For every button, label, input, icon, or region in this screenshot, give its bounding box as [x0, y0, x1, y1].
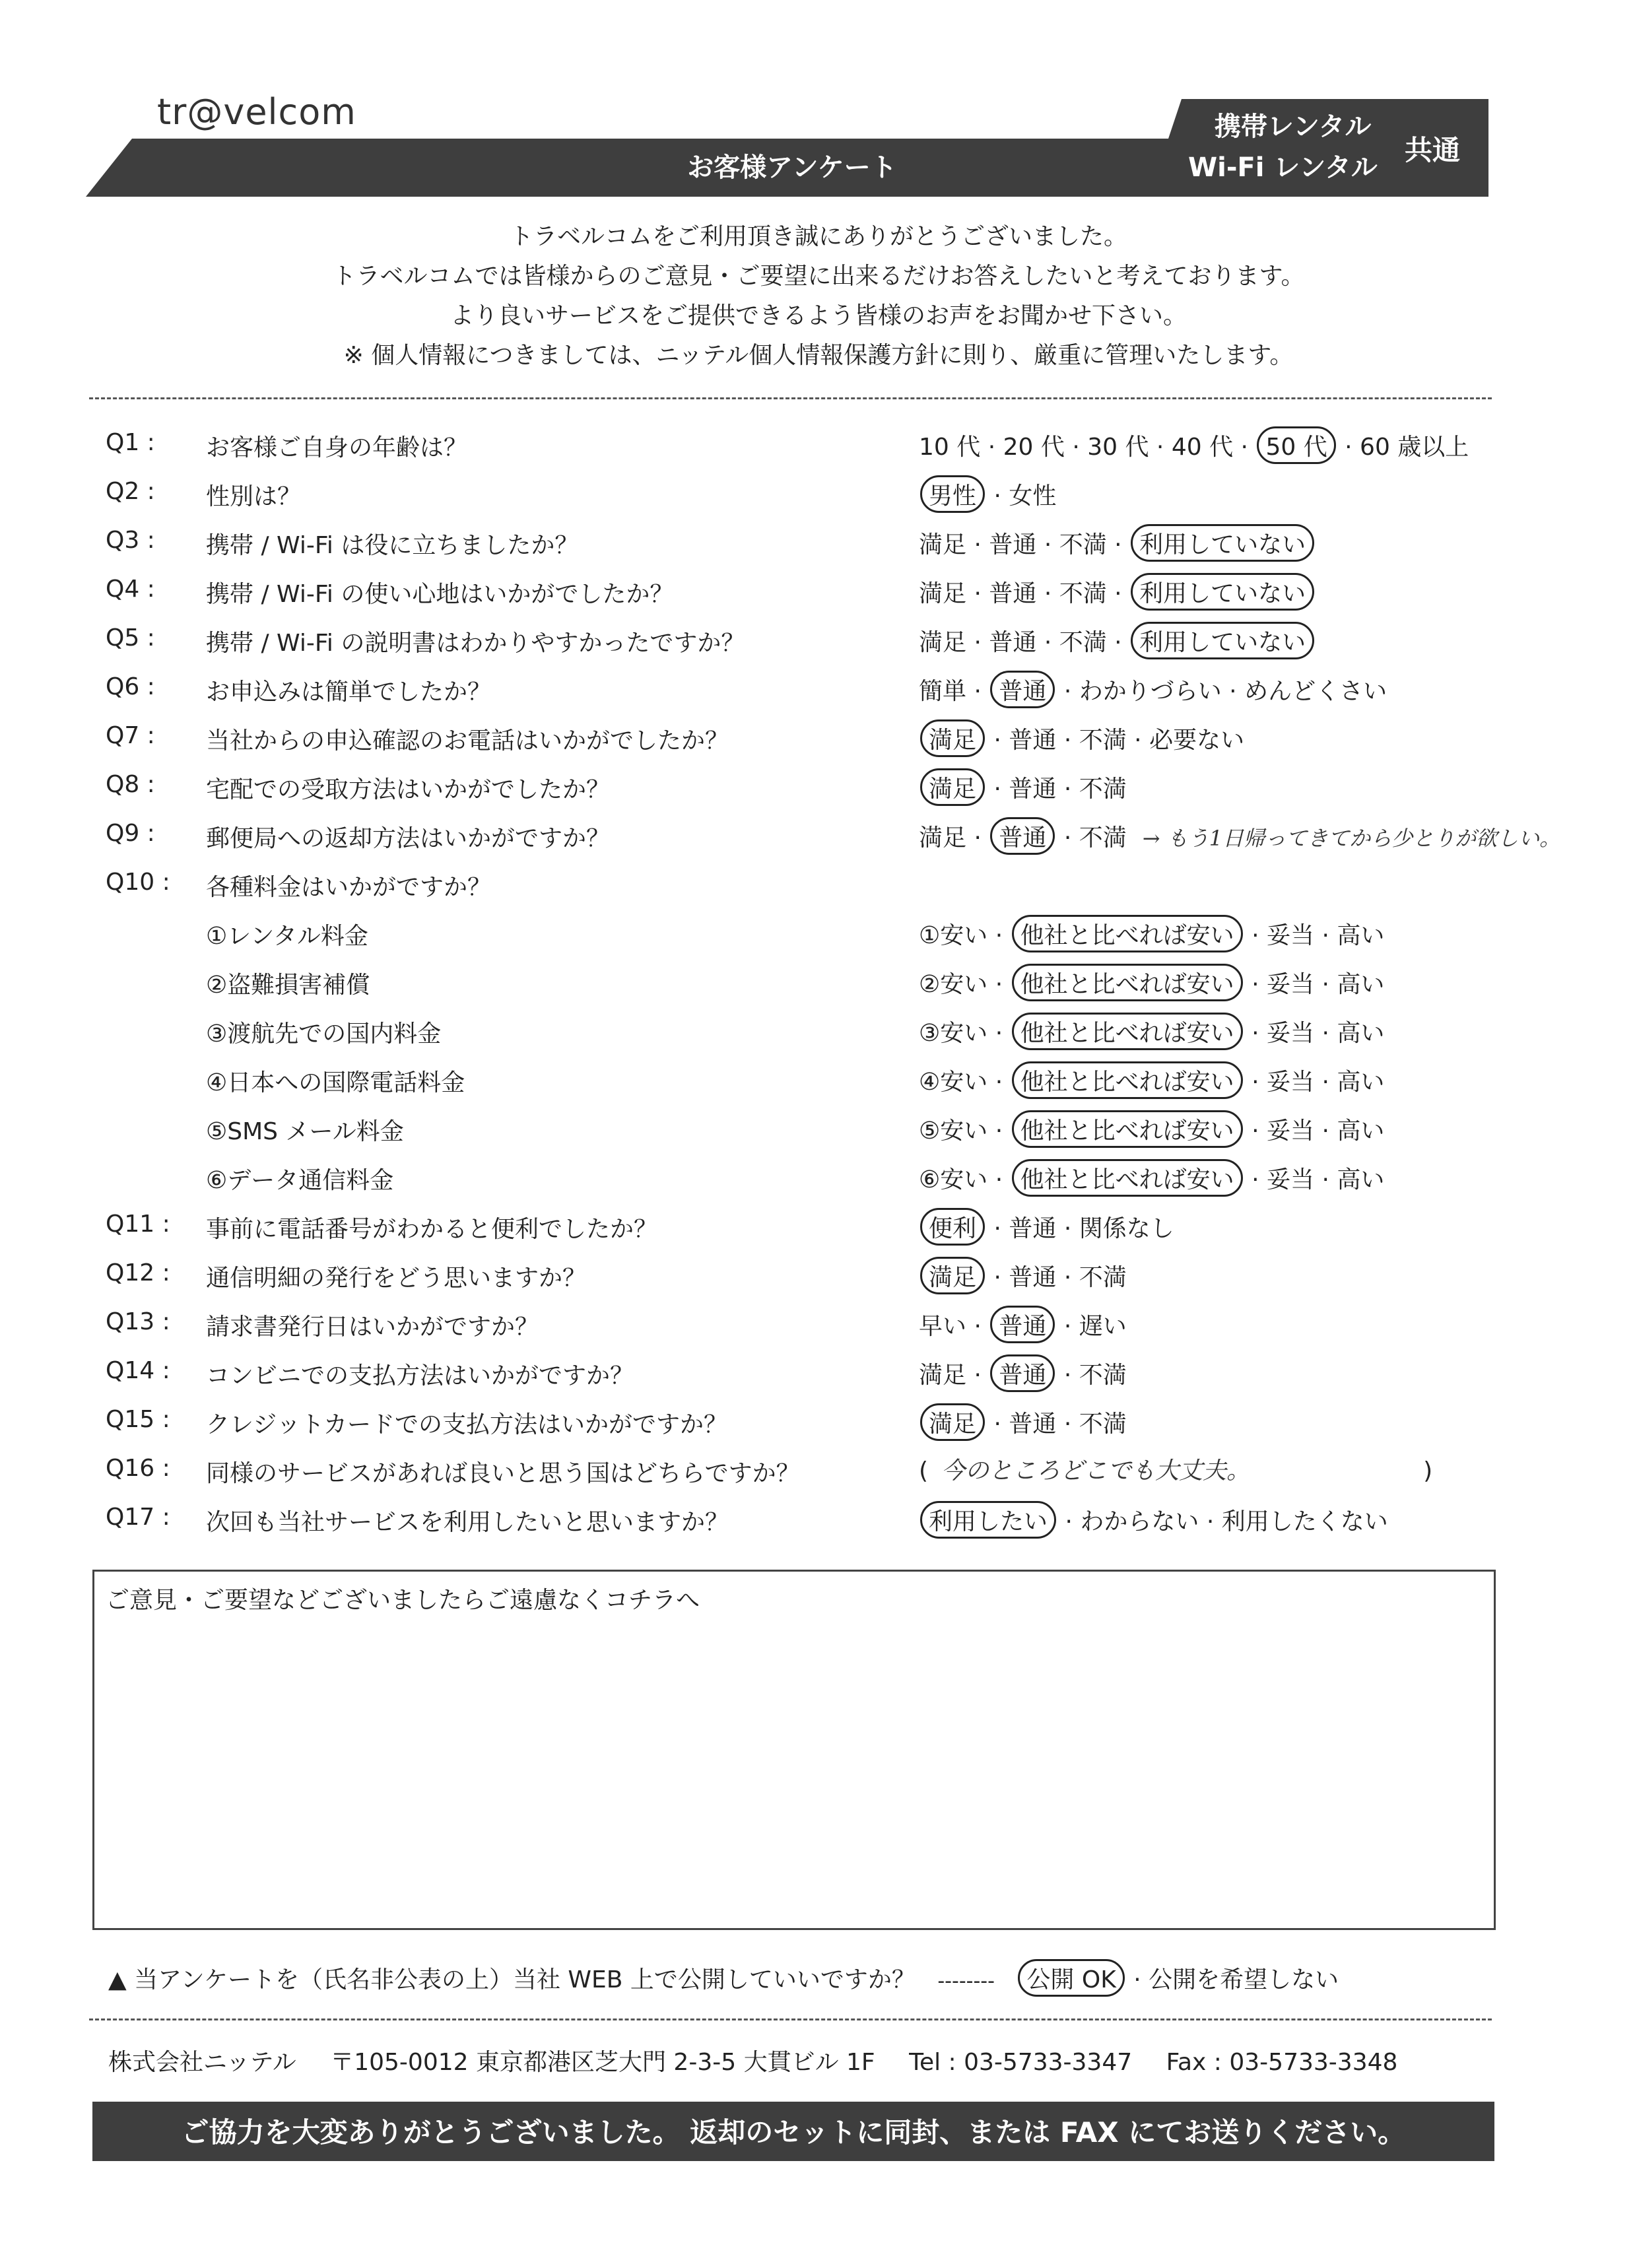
separator: · — [1221, 678, 1245, 705]
separator: · — [1106, 629, 1130, 656]
intro-line-1: トラベルコムをご利用頂き誠にありがとうございました。 — [509, 223, 1127, 250]
fee-label: ③渡航先での国内料金 — [206, 1020, 442, 1048]
answer-options — [919, 671, 1387, 708]
intro-line-3: より良いサービスをご提供できるよう皆様のお声をお聞かせ下さい。 — [450, 302, 1187, 329]
answer-option[interactable]: 便利 — [920, 1208, 985, 1246]
answer-options — [919, 964, 1384, 1001]
answer-option[interactable]: 普通 — [989, 531, 1037, 558]
answer-option[interactable]: 満足 — [919, 824, 967, 851]
publish-decline-option[interactable]: 公開を希望しない — [1149, 1966, 1339, 1993]
answer-option[interactable]: 妥当 — [1266, 922, 1314, 949]
answer-option[interactable]: 普通 — [1009, 727, 1057, 754]
answer-option[interactable]: ⑤安い — [919, 1117, 988, 1145]
answer-options — [919, 915, 1384, 952]
answer-options — [919, 1159, 1384, 1197]
answer-option[interactable]: 普通 — [989, 580, 1037, 607]
answer-option[interactable]: 50 代 — [1257, 426, 1335, 464]
answer-options — [919, 1306, 1127, 1343]
publish-question-text: ▲ 当アンケートを（氏名非公表の上）当社 WEB 上で公開していいですか？ — [108, 1966, 916, 1993]
separator: · — [1244, 1166, 1267, 1193]
separator: · — [1244, 1069, 1267, 1096]
separator: · — [966, 531, 989, 558]
question-number: Q8 : — [106, 771, 155, 798]
separator: · — [1244, 1020, 1267, 1047]
question-text: 携帯 / Wi-Fi は役に立ちましたか？ — [206, 532, 579, 559]
answer-option[interactable]: 妥当 — [1266, 1020, 1314, 1047]
question-number: Q6 : — [106, 673, 155, 700]
intro-line-2: トラベルコムでは皆様からのご意見・ご要望に出来るだけお答えしたいと考えております。 — [332, 263, 1305, 290]
answer-option[interactable]: 20 代 — [1003, 434, 1065, 461]
answer-option[interactable]: 他社と比べれば安い — [1012, 1013, 1243, 1050]
separator: · — [1036, 580, 1059, 607]
separator: · — [986, 1411, 1009, 1438]
separator: · — [987, 971, 1011, 998]
separator: · — [1056, 1264, 1079, 1291]
fee-label: ④日本への国際電話料金 — [206, 1069, 465, 1096]
answer-option[interactable]: 利用したくない — [1221, 1508, 1388, 1535]
answer-option[interactable]: ①安い — [919, 922, 988, 949]
separator: · — [1056, 678, 1079, 705]
comment-box[interactable] — [92, 1570, 1496, 1930]
tel-number: Tel : 03-5733-3347 — [909, 2049, 1133, 2076]
answer-option[interactable]: 不満 — [1079, 824, 1127, 851]
separator: · — [980, 434, 1003, 461]
answer-options — [919, 719, 1244, 757]
question-number: Q16 : — [106, 1455, 170, 1482]
question-number: Q5 : — [106, 624, 155, 651]
question-number: Q9 : — [106, 820, 155, 847]
separator: · — [1233, 434, 1256, 461]
answer-option[interactable]: ②安い — [919, 971, 988, 998]
question-text: 請求書発行日はいかがですか？ — [206, 1314, 539, 1341]
survey-title: お客様アンケート — [687, 152, 897, 183]
separator: · — [1036, 531, 1059, 558]
question-text: 性別は？ — [206, 483, 302, 510]
answer-option[interactable]: 満足 — [919, 629, 967, 656]
answer-option[interactable]: 60 歳以上 — [1360, 434, 1469, 461]
question-text: お申込みは簡単でしたか？ — [206, 679, 492, 706]
company-logo: tr@velcom — [157, 91, 356, 133]
answer-option[interactable]: 満足 — [920, 1403, 985, 1441]
answer-option[interactable]: 利用していない — [1131, 573, 1314, 611]
separator: · — [966, 678, 989, 705]
answer-option[interactable]: 不満 — [1059, 580, 1107, 607]
company-name: 株式会社ニッテル — [108, 2049, 296, 2076]
question-text: 同様のサービスがあれば良いと思う国はどちらですか？ — [206, 1460, 800, 1487]
paren-open: ( — [919, 1457, 929, 1484]
publish-ok-option[interactable]: 公開 OK — [1018, 1959, 1124, 1997]
answer-option[interactable]: 妥当 — [1266, 1117, 1314, 1145]
answer-option[interactable]: 他社と比べれば安い — [1012, 964, 1243, 1001]
question-text: 携帯 / Wi-Fi の使い心地はいかがでしたか？ — [206, 581, 674, 608]
answer-option[interactable]: 満足 — [919, 1362, 967, 1389]
separator: · — [1056, 1313, 1079, 1340]
fee-label: ②盗難損害補償 — [206, 972, 370, 999]
separator: · — [1244, 922, 1267, 949]
question-number: Q11 : — [106, 1211, 170, 1238]
answer-option[interactable]: 普通 — [1009, 1411, 1057, 1438]
question-text: コンビニでの支払方法はいかがですか？ — [206, 1362, 634, 1389]
answer-option[interactable]: 普通 — [1009, 1264, 1057, 1291]
answer-option[interactable]: ④安い — [919, 1069, 988, 1096]
paren-close: ) — [1423, 1457, 1433, 1484]
separator: · — [1314, 1117, 1337, 1145]
separator: · — [966, 824, 989, 851]
question-number: Q14 : — [106, 1357, 170, 1384]
answer-option[interactable]: めんどくさい — [1244, 678, 1387, 705]
answer-option[interactable]: 不満 — [1079, 1362, 1127, 1389]
answer-option[interactable]: 妥当 — [1266, 1166, 1314, 1193]
answer-option[interactable]: 他社と比べれば安い — [1012, 1110, 1243, 1148]
handwritten-answer[interactable]: 今のところどこでも大丈夫。 — [941, 1457, 1239, 1484]
answer-option[interactable]: 普通 — [990, 1306, 1055, 1343]
separator: · — [1106, 580, 1130, 607]
separator: · — [966, 580, 989, 607]
divider-footer — [89, 2018, 1492, 2020]
separator: · — [1056, 1411, 1079, 1438]
answer-option[interactable]: 簡単 — [919, 678, 967, 705]
separator: · — [1056, 824, 1079, 851]
answer-option[interactable]: 他社と比べれば安い — [1012, 1061, 1243, 1099]
question-number: Q15 : — [106, 1406, 170, 1433]
rental-mobile-label: 携帯レンタル — [1215, 112, 1372, 142]
separator: · — [986, 1264, 1009, 1291]
answer-options — [919, 1403, 1127, 1441]
separator: · — [1149, 434, 1172, 461]
question-text: クレジットカードでの支払方法はいかがですか？ — [206, 1411, 728, 1438]
answer-options — [919, 1110, 1384, 1148]
question-number: Q2 : — [106, 478, 155, 505]
answer-option[interactable]: 30 代 — [1087, 434, 1149, 461]
separator: · — [987, 1117, 1011, 1145]
question-number: Q3 : — [106, 527, 155, 554]
question-text: 宅配での受取方法はいかがでしたか？ — [206, 776, 611, 803]
answer-options — [919, 817, 1560, 855]
answer-option[interactable]: 必要ない — [1149, 727, 1245, 754]
answer-options — [919, 622, 1316, 659]
publish-question — [108, 1959, 1339, 1997]
footer-address — [108, 2044, 1397, 2077]
question-number: Q17 : — [106, 1504, 170, 1531]
separator: · — [1337, 434, 1360, 461]
answer-option[interactable]: 不満 — [1079, 727, 1127, 754]
separator: · — [966, 1313, 989, 1340]
separator: · — [1064, 434, 1088, 461]
question-text: 次回も当社サービスを利用したいと思いますか？ — [206, 1509, 729, 1536]
answer-option[interactable]: 不満 — [1079, 1264, 1127, 1291]
answer-option[interactable]: 他社と比べれば安い — [1012, 915, 1243, 952]
answer-option[interactable]: 高い — [1337, 1020, 1385, 1047]
answer-options — [919, 573, 1316, 611]
answer-option[interactable]: 満足 — [920, 768, 985, 806]
fax-number: Fax : 03-5733-3348 — [1166, 2049, 1398, 2076]
common-label: 共通 — [1405, 134, 1461, 166]
separator: · — [1314, 971, 1337, 998]
separator: · — [1244, 971, 1267, 998]
question-number: Q12 : — [106, 1259, 170, 1286]
answer-options — [919, 1354, 1127, 1392]
answer-options — [919, 768, 1127, 806]
answer-option[interactable]: 高い — [1337, 1069, 1385, 1096]
answer-option[interactable]: 男性 — [920, 475, 985, 513]
separator: · — [1133, 1966, 1141, 1993]
answer-options — [919, 426, 1469, 464]
answer-option[interactable]: 利用していない — [1131, 524, 1314, 562]
separator: · — [1106, 531, 1130, 558]
answer-option[interactable]: 不満 — [1079, 776, 1127, 803]
separator: · — [1056, 727, 1079, 754]
comment-label: ご意見・ご要望などございましたらご遠慮なくコチラへ — [106, 1587, 700, 1614]
answer-options — [919, 1257, 1127, 1294]
separator: · — [1314, 1020, 1337, 1047]
answer-option[interactable]: 不満 — [1059, 531, 1107, 558]
answer-option[interactable]: 普通 — [1009, 776, 1057, 803]
separator: · — [966, 629, 989, 656]
answer-option[interactable]: 妥当 — [1266, 1069, 1314, 1096]
separator: · — [986, 1215, 1009, 1242]
fee-label: ⑤SMS メール料金 — [206, 1118, 404, 1145]
answer-option[interactable]: 関係なし — [1079, 1215, 1174, 1242]
answer-option[interactable]: わかりづらい — [1079, 678, 1222, 705]
answer-option[interactable]: 高い — [1337, 1117, 1385, 1145]
question-number: Q1 : — [106, 429, 155, 456]
separator: · — [987, 1166, 1011, 1193]
question-number: Q4 : — [106, 576, 155, 603]
answer-option[interactable]: 妥当 — [1266, 971, 1314, 998]
question-text: 当社からの申込確認のお電話はいかがでしたか？ — [206, 727, 729, 754]
rental-wifi-label: Wi-Fi レンタル — [1188, 152, 1378, 183]
answer-option[interactable]: 高い — [1337, 922, 1385, 949]
separator: · — [1056, 776, 1079, 803]
answer-options — [919, 1452, 1432, 1486]
answer-option[interactable]: 普通 — [1009, 1215, 1057, 1242]
answer-options — [919, 475, 1056, 513]
separator: · — [1199, 1508, 1222, 1535]
postal-address: 〒105-0012 東京都港区芝大門 2-3-5 大貫ビル 1F — [330, 2049, 875, 2076]
intro-line-4: ※ 個人情報につきましては、ニッテル個人情報保護方針に則り、厳重に管理いたします。 — [343, 342, 1294, 369]
answer-option[interactable]: ⑥安い — [919, 1166, 988, 1193]
answer-option[interactable]: 不満 — [1079, 1411, 1127, 1438]
separator: · — [986, 483, 1009, 510]
question-text: 各種料金はいかがですか？ — [206, 874, 492, 901]
separator: · — [1036, 629, 1059, 656]
answer-options — [919, 1501, 1388, 1539]
separator: · — [986, 727, 1009, 754]
answer-option[interactable]: 利用していない — [1131, 622, 1314, 659]
answer-option[interactable]: 遅い — [1079, 1313, 1127, 1340]
fee-label: ⑥データ通信料金 — [206, 1167, 394, 1194]
separator: · — [1314, 1069, 1337, 1096]
answer-option[interactable]: 40 代 — [1171, 434, 1234, 461]
separator: · — [1056, 1215, 1079, 1242]
question-number: Q13 : — [106, 1308, 170, 1335]
separator: · — [1244, 1117, 1267, 1145]
question-text: 通信明細の発行をどう思いますか？ — [206, 1265, 587, 1292]
answer-option[interactable]: 10 代 — [919, 434, 981, 461]
answer-option[interactable]: 普通 — [990, 1354, 1055, 1392]
answer-option[interactable]: 不満 — [1059, 629, 1107, 656]
divider — [89, 397, 1492, 399]
question-text: 事前に電話番号がわかると便利でしたか？ — [206, 1216, 658, 1243]
answer-option[interactable]: 満足 — [919, 531, 967, 558]
answer-option[interactable]: わからない — [1080, 1508, 1199, 1535]
separator: · — [987, 922, 1011, 949]
answer-option[interactable]: 利用したい — [920, 1501, 1056, 1539]
answer-option[interactable]: ③安い — [919, 1020, 988, 1047]
separator: · — [1057, 1508, 1081, 1535]
answer-option[interactable]: 女性 — [1009, 483, 1057, 510]
separator: · — [1056, 1362, 1079, 1389]
answer-option[interactable]: 普通 — [989, 629, 1037, 656]
question-number: Q10 : — [106, 869, 170, 896]
fee-label: ①レンタル料金 — [206, 923, 368, 950]
publish-dashes: -------- — [937, 1970, 995, 1993]
question-text: 携帯 / Wi-Fi の説明書はわかりやすかったですか？ — [206, 630, 745, 657]
separator: · — [1314, 1166, 1337, 1193]
footer-message: ご協力を大変ありがとうございました。 返却のセットに同封、または FAX にてお送りください。 — [181, 2116, 1406, 2149]
answer-option[interactable]: 高い — [1337, 971, 1385, 998]
answer-option[interactable]: 満足 — [919, 580, 967, 607]
question-text: お客様ご自身の年齢は？ — [206, 434, 468, 461]
answer-options — [919, 524, 1316, 562]
answer-options — [919, 1061, 1384, 1099]
answer-option[interactable]: 普通 — [990, 817, 1055, 855]
handwritten-note: → もう1日帰ってきてから少とりが欲しい。 — [1142, 826, 1561, 851]
separator: · — [986, 776, 1009, 803]
answer-option[interactable]: 普通 — [990, 671, 1055, 708]
separator: · — [987, 1020, 1011, 1047]
answer-option[interactable]: 満足 — [920, 719, 985, 757]
question-number: Q7 : — [106, 722, 155, 749]
answer-options — [919, 1013, 1384, 1050]
separator: · — [987, 1069, 1011, 1096]
answer-options — [919, 1208, 1174, 1246]
question-text: 郵便局への返却方法はいかがですか？ — [206, 825, 611, 852]
answer-option[interactable]: 他社と比べれば安い — [1012, 1159, 1243, 1197]
separator: · — [966, 1362, 989, 1389]
answer-option[interactable]: 高い — [1337, 1166, 1385, 1193]
separator: · — [1126, 727, 1150, 754]
separator: · — [1314, 922, 1337, 949]
answer-option[interactable]: 早い — [919, 1313, 967, 1340]
answer-option[interactable]: 満足 — [920, 1257, 985, 1294]
